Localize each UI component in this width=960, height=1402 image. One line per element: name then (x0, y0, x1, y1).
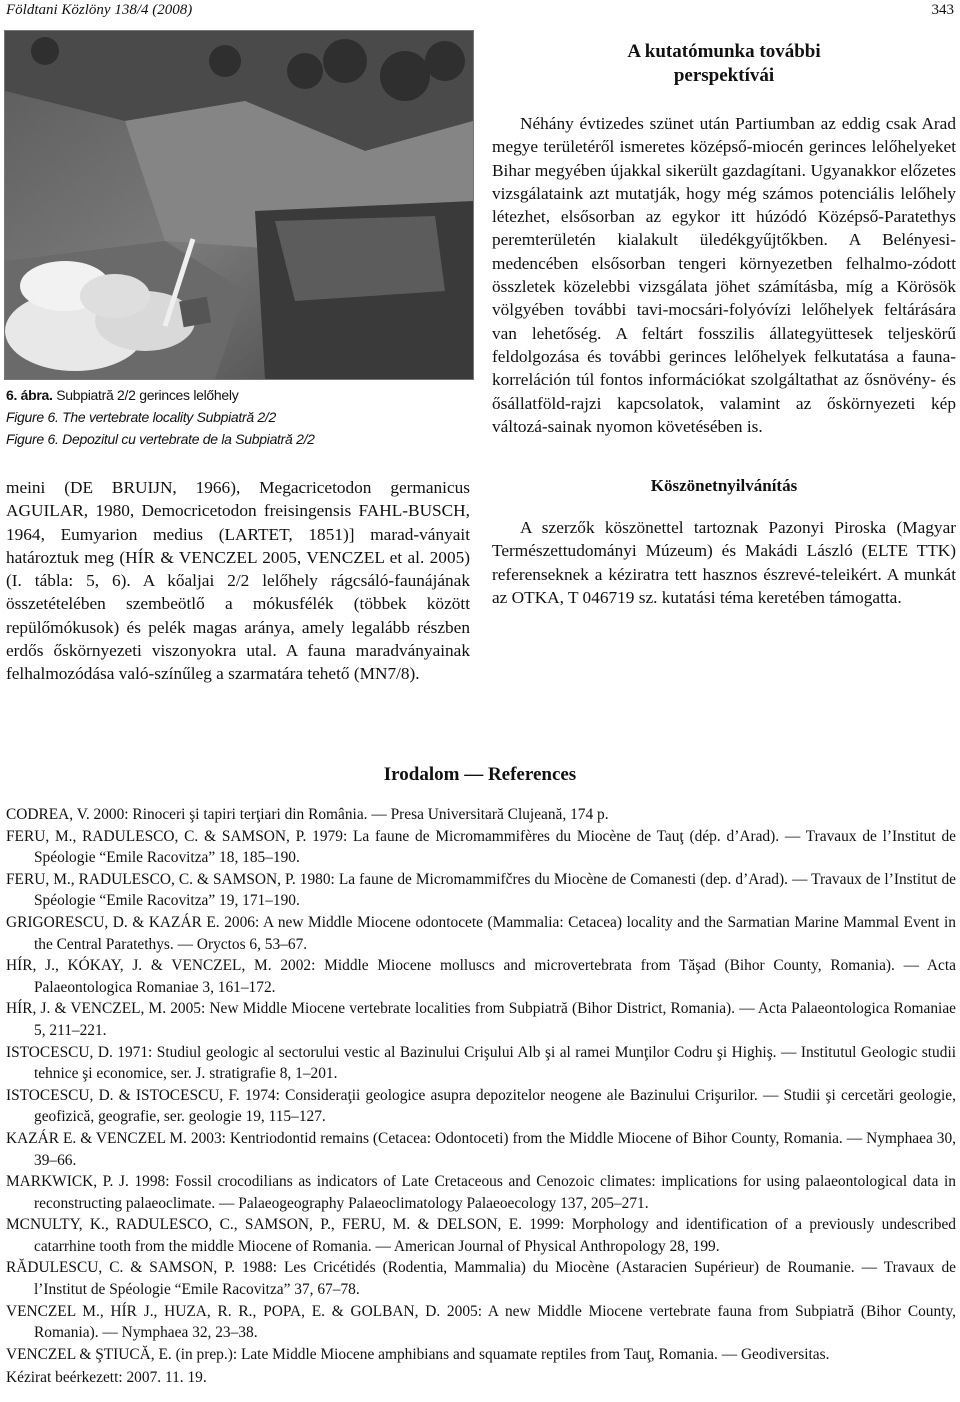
reference-item: FERU, M., RADULESCO, C. & SAMSON, P. 1980: La faune de Micromammifčres du Miocène de Comanesti (dep. d’Arad). — Travaux de l’Institut de Spéologie “Emile Racovitza” 19, 171–190. (6, 870, 956, 910)
figure-photo (4, 30, 474, 380)
excavation-site-photo (5, 31, 473, 379)
reference-item: CODREA, V. 2000: Rinoceri şi tapiri terţiari din România. — Presa Universitară Clujeană, 174 p. (6, 806, 609, 823)
reference-item: VENCZEL & ŞTIUCĂ, E. (in prep.): Late Middle Miocene amphibians and squamate reptiles from Tauţ, Romania. — Geodiversitas. (6, 1345, 830, 1363)
references-title: Irodalom — References (383, 764, 577, 785)
page-number: 343 (931, 2, 954, 18)
left-column-text: meini (DE BRUIJN, 1966), Megacricetodon germanicus AGUILAR, 1980, Democricetodon freisingensis FAHL-BUSCH, 1964, Eumyarion medius (LARTET, 1851)] marad-ványait határoztuk meg (HÍR & VENCZEL 2005, VENCZEL et al. 2005) (I. tábla: 5, 6). A kőaljai 2/2 lelőhely rágcsáló-faunájának összetételében szembeötlő a mókusfélék (többek között repülőmókusok) és pelék magas aránya, amely legalább részben erdős őskörnyezeti viszonyokra utal. A fauna maradványainak felhalmozódása való-színűleg a szarmatára tehető (MN7/8). (6, 478, 470, 684)
caption-romanian: Figure 6. Depozitul cu vertebrate de la Subpiatră 2/2 (6, 431, 315, 447)
reference-item: FERU, M., RADULESCO, C. & SAMSON, P. 1979: La faune de Micromammifères du Miocène de Tauţ (dép. d’Arad). — Travaux de l’Institut de Spéologie “Emile Racovitza” 18, 185–190. (6, 827, 956, 867)
reference-item: RĂDULESCU, C. & SAMSON, P. 1988: Les Cricétidés (Rodentia, Mammalia) du Miocène (Astaracien Supérieur) de Roumanie. — Travaux de l’Institut de Spéologie “Emile Racovitza” 37, 67–78. (6, 1259, 956, 1299)
caption-english: Figure 6. The vertebrate locality Subpiatră 2/2 (6, 409, 276, 425)
reference-item: ISTOCESCU, D. 1971: Studiul geologic al sectorului vestic al Bazinului Crişului Alb şi al ramei Munţilor Codru şi Highiş. — Institutul Geologic studii tehnice şi economice, ser. J. stratigrafie 8, 1–201. (6, 1043, 956, 1083)
manuscript-received-date: Kézirat beérkezett: 2007. 11. 19. (6, 1369, 207, 1387)
perspectives-paragraph: Néhány évtizedes szünet után Partiumban az eddig csak Arad megye területéről ismeretes középső-miocén gerinces lelőhelyeket Bihar megyében újakkal sikerült gazdagítani. Ugyanakkor előzetes vizsgálataink azt mutatják, hogy még számos potenciális lelőhely létezhet, elsősorban az egykor itt húzódó Középső-Paratethys peremterületén kialakult üledékgyűjtőkben. A Belényesi-medencében elsősorban tengeri környezetben felhalmo-zódott összletek közelebbi vizsgálata jöhet számításba, míg a Körösök völgyében további tavi-mocsári-folyóvízi lelőhelyek feltárására van lehetőség. A feltárt fosszilis állategyüttesek teljeskörű feldolgozása és további gerinces lelőhelyek felkutatása a fauna-korreláción túl fontos információkat szolgáltathat az ősnövény- és ősállatföld-rajzi kapcsolatok, valamint az őskörnyezeti kép változá-sainak nyomon követésében is. (492, 114, 956, 436)
reference-item: VENCZEL M., HÍR J., HUZA, R. R., POPA, E. & GOLBAN, D. 2005: A new Middle Miocene vertebrate fauna from Subpiatră (Bihor County, Romania). — Nymphaea 32, 23–38. (6, 1302, 956, 1342)
section-title-perspectives: A kutatómunka további perspektívái (627, 41, 821, 86)
acknowledgements-paragraph: A szerzők köszönettel tartoznak Pazonyi Piroska (Magyar Természettudományi Múzeum) és Makádi László (ELTE TTK) referenseknek a kéziratra tett hasznos észrevé-teleikért. A munkát az OTKA, T 046719 sz. kutatási téma keretében támogatta. (492, 518, 956, 608)
figure-caption (6, 384, 466, 450)
reference-item: MARKWICK, P. J. 1998: Fossil crocodilians as indicators of Late Cretaceous and Cenozoic climates: implications for using palaeontological data in reconstructing palaeoclimate. — Palaeogeography Palaeoclimatology Palaeoecology 137, 205–271. (6, 1173, 956, 1212)
right-column (492, 40, 956, 609)
reference-list (6, 804, 956, 1389)
journal-header: Földtani Közlöny 138/4 (2008) (6, 2, 193, 18)
reference-item: HÍR, J. & VENCZEL, M. 2005: New Middle Miocene vertebrate localities from Subpiatră (Bihor District, Romania). — Acta Palaeontologica Romaniae 5, 211–221. (6, 1000, 956, 1039)
reference-item: KAZÁR E. & VENCZEL M. 2003: Kentriodontid remains (Cetacea: Odontoceti) from the Middle Miocene of Bihor County, Romania. — Nymphaea 30, 39–66. (6, 1129, 956, 1169)
reference-item: MCNULTY, K., RADULESCO, C., SAMSON, P., FERU, M. & DELSON, E. 1999: Morphology and identification of a previously undescribed catarrhine tooth from the middle Miocene of Romania. — American Journal of Physical Anthropology 28, 199. (6, 1216, 956, 1255)
caption-hungarian: 6. ábra. Subpiatră 2/2 gerinces lelőhely (6, 387, 239, 403)
reference-item: HÍR, J., KÓKAY, J. & VENCZEL, M. 2002: Middle Miocene molluscs and microvertebrata from Tăşad (Bihor County, Romania). — Acta Palaeontologica Romaniae 3, 161–172. (6, 957, 956, 996)
section-title-acknowledgements: Köszönetnyilvánítás (650, 476, 798, 496)
reference-item: GRIGORESCU, D. & KAZÁR E. 2006: A new Middle Miocene odontocete (Mammalia: Cetacea) locality and the Sarmatian Marine Mammal Event in the Central Paratethys. — Oryctos 6, 53–67. (6, 913, 956, 953)
reference-item: ISTOCESCU, D. & ISTOCESCU, F. 1974: Consideraţii geologice asupra depozitelor neogene ale Bazinului Crişurilor. — Studii şi cercetări geologie, geofizică, geografie, ser. geologie 19, 115–127. (6, 1086, 956, 1126)
